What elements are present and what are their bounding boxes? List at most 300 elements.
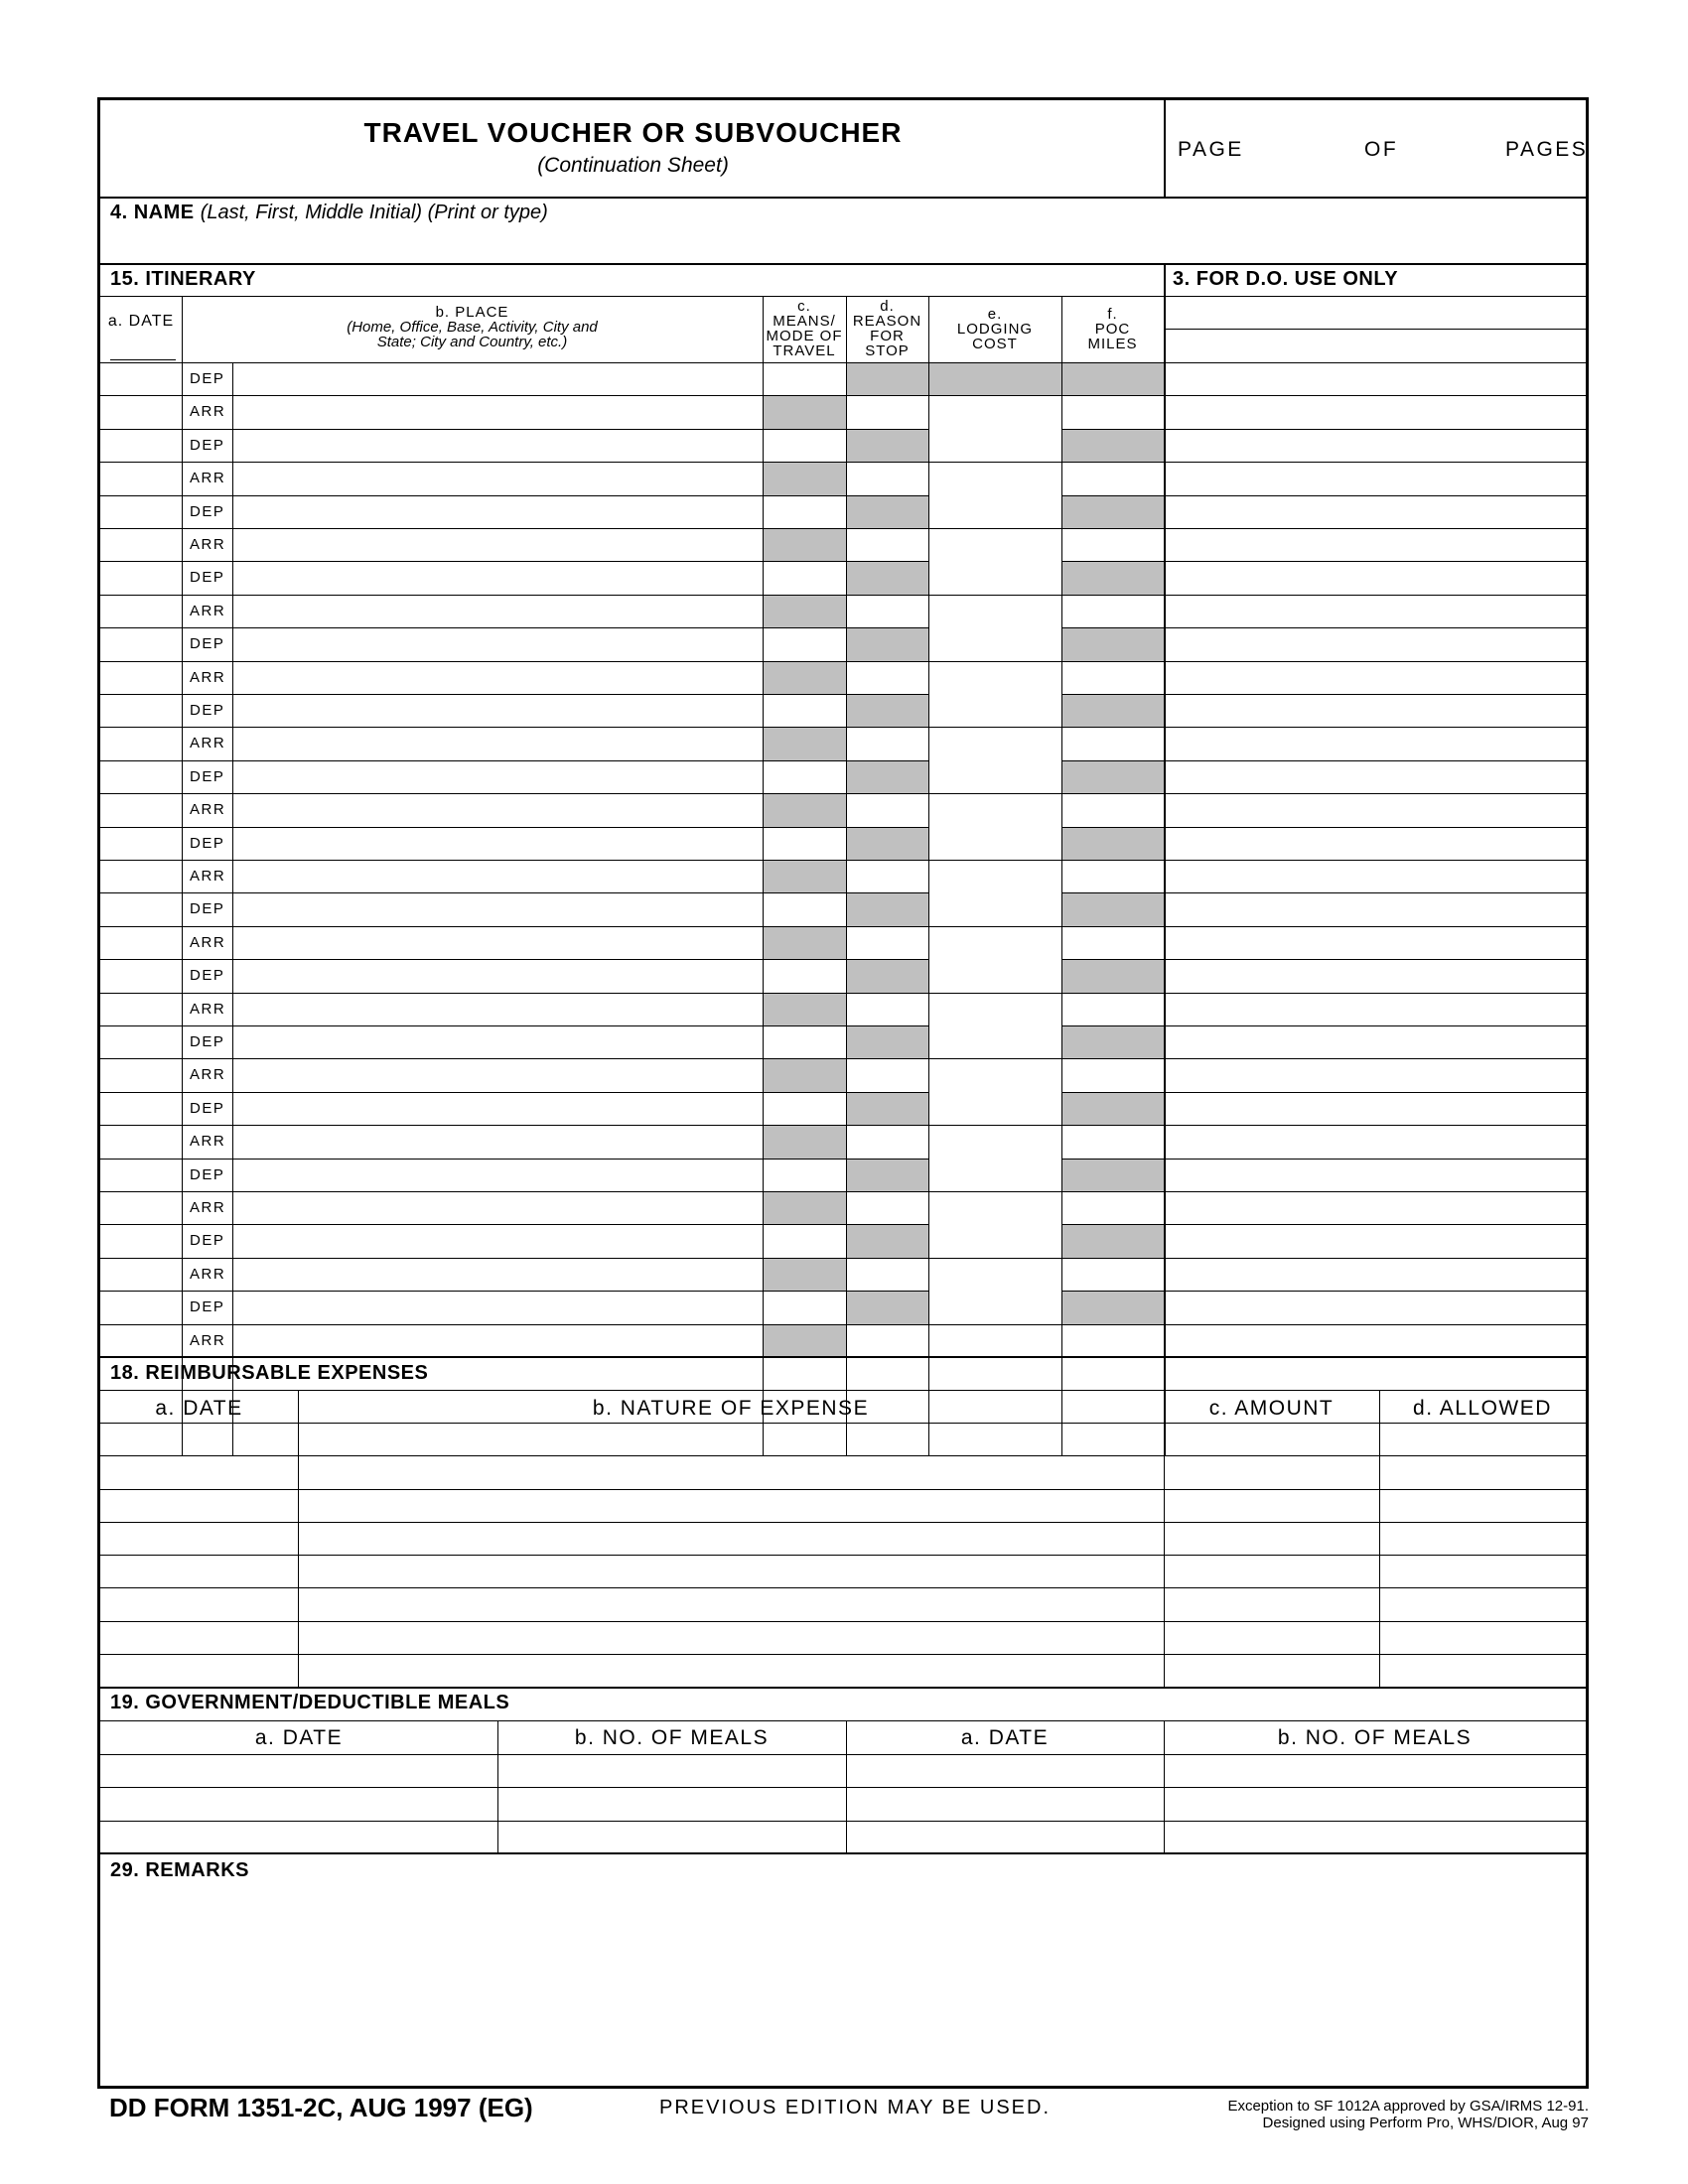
shaded-cell [764,1125,846,1158]
itinerary-date-field[interactable] [102,1092,180,1125]
itinerary-date-field[interactable] [102,362,180,395]
arr-label: ARR [190,1331,226,1349]
shaded-cell [1062,694,1164,727]
remarks-label: 29. REMARKS [110,1859,249,1881]
meal-count-field[interactable] [499,1787,844,1820]
col-reason-line: d. [880,298,895,315]
arr-label: ARR [190,1199,226,1216]
itinerary-date-field[interactable] [102,1224,180,1257]
itinerary-date-field[interactable] [102,926,180,959]
row-line [100,959,1586,960]
col-place-hint-1: (Home, Office, Base, Activity, City and [347,319,598,336]
expense-date-field[interactable] [102,1489,297,1522]
itinerary-date-field[interactable] [102,1058,180,1091]
row-line [100,892,1586,893]
arr-label: ARR [190,536,226,553]
col-reason-line: STOP [865,342,910,359]
shaded-cell [1062,627,1164,660]
divider-line [100,296,1586,297]
shaded-cell [764,727,846,759]
col-divider [1379,1390,1380,1688]
arr-label: ARR [190,668,226,686]
do-use-field[interactable] [1166,561,1586,594]
col-means-line: MODE OF [766,328,843,344]
itinerary-place-field[interactable] [234,827,761,860]
expense-date-field[interactable] [102,1455,297,1488]
shaded-cell [764,860,846,892]
itinerary-place-field[interactable] [234,1058,761,1091]
expense-allowed-field[interactable] [1381,1423,1584,1455]
expense-allowed-field[interactable] [1381,1587,1584,1620]
expense-allowed-field[interactable] [1381,1555,1584,1587]
itinerary-date-field[interactable] [102,1191,180,1224]
itinerary-place-field[interactable] [234,528,761,561]
shaded-cell [764,661,846,694]
arr-label: ARR [190,868,226,885]
shaded-cell [847,561,928,594]
col-divider [846,296,847,1455]
itinerary-date-field[interactable] [102,1258,180,1291]
expense-amount-field[interactable] [1166,1489,1377,1522]
expense-nature-field[interactable] [300,1423,1162,1455]
col-poc-line: f. [1107,306,1118,323]
expense-allowed-field[interactable] [1381,1522,1584,1555]
itinerary-date-field[interactable] [102,661,180,694]
do-use-field[interactable] [1166,993,1586,1025]
col-place-hint-2: State; City and Country, etc.) [376,334,568,350]
name-label: 4. NAME [110,202,195,223]
lodging-merge [929,1223,1061,1226]
shaded-cell [847,760,928,793]
col-divider [846,1720,847,1853]
expense-date-field[interactable] [102,1621,297,1654]
dep-label: DEP [190,767,225,785]
shaded-cell [764,1258,846,1291]
do-use-field[interactable] [1166,727,1586,759]
shaded-cell [764,528,846,561]
do-use-field[interactable] [1166,1125,1586,1158]
dep-label: DEP [190,900,225,918]
lodging-merge [929,560,1061,563]
reimbursable-label: 18. REIMBURSABLE EXPENSES [110,1362,429,1384]
row-line [100,694,1586,695]
shaded-cell [929,362,1061,395]
lodging-merge [929,494,1061,497]
form-id: DD FORM 1351-2C, AUG 1997 (EG) [109,2093,533,2122]
itinerary-date-field[interactable] [102,1291,180,1323]
do-use-field[interactable] [1166,1258,1586,1291]
do-use-field[interactable] [1166,429,1586,462]
itinerary-place-field[interactable] [234,892,761,925]
col-divider [182,296,183,1455]
expense-amount-field[interactable] [1166,1455,1377,1488]
col-place-header [182,305,763,349]
do-use-field[interactable] [1166,362,1586,395]
itinerary-date-field[interactable] [102,1025,180,1058]
shaded-cell [847,1291,928,1323]
shaded-cell [1062,495,1164,528]
expense-amount-field[interactable] [1166,1522,1377,1555]
itinerary-label: 15. ITINERARY [110,268,256,290]
shaded-cell [1062,1291,1164,1323]
row-line [100,1258,1586,1259]
itinerary-place-field[interactable] [234,362,761,395]
itinerary-place-field[interactable] [234,1258,761,1291]
row-line [100,1291,1586,1292]
row-line [100,926,1586,927]
do-use-field[interactable] [1166,1291,1586,1323]
do-use-field[interactable] [1166,860,1586,892]
row-line [100,1025,1586,1026]
itinerary-date-field[interactable] [102,495,180,528]
divider-line [100,1720,1586,1721]
name-field[interactable] [110,227,1580,261]
itinerary-date-field[interactable] [102,760,180,793]
lodging-merge [929,1290,1061,1293]
form-title: TRAVEL VOUCHER OR SUBVOUCHER [363,117,903,148]
shaded-cell [847,495,928,528]
meals-label: 19. GOVERNMENT/DEDUCTIBLE MEALS [110,1692,510,1713]
expense-allowed-field[interactable] [1381,1654,1584,1687]
page-label: PAGE [1178,138,1244,161]
itinerary-place-field[interactable] [234,1159,761,1191]
shaded-cell [764,395,846,428]
do-use-only-label: 3. FOR D.O. USE ONLY [1173,268,1399,290]
meal-count-field[interactable] [1166,1821,1584,1853]
dep-label: DEP [190,569,225,587]
shaded-cell [847,1159,928,1191]
itinerary-place-field[interactable] [234,793,761,826]
dep-label: DEP [190,436,225,454]
itinerary-date-field[interactable] [102,595,180,627]
dep-label: DEP [190,967,225,985]
col-means-line: TRAVEL [773,342,836,359]
meal-count-field[interactable] [1166,1787,1584,1820]
col-nature-header: b. NATURE OF EXPENSE [592,1397,870,1420]
do-use-field[interactable] [1166,926,1586,959]
row-line [100,1191,1586,1192]
previous-edition-note: PREVIOUS EDITION MAY BE USED. [659,2097,1051,2118]
expense-nature-field[interactable] [300,1555,1162,1587]
expense-allowed-field[interactable] [1381,1489,1584,1522]
col-divider [1061,296,1062,1455]
row-line [100,661,1586,662]
itinerary-date-field[interactable] [102,1159,180,1191]
itinerary-place-field[interactable] [234,993,761,1025]
itinerary-place-field[interactable] [234,1191,761,1224]
dep-label: DEP [190,1099,225,1117]
row-line [100,495,1586,496]
meal-count-field[interactable] [499,1754,844,1787]
row-line [100,595,1586,596]
arr-label: ARR [190,602,226,619]
col-divider [1164,1720,1165,1853]
itinerary-place-field[interactable] [234,694,761,727]
do-use-field[interactable] [1166,1159,1586,1191]
shaded-cell [1062,760,1164,793]
col-meal-date-1-header: a. DATE [254,1726,344,1749]
row-line [100,462,1586,463]
shaded-cell [847,429,928,462]
divider-line [100,263,1586,265]
expense-nature-field[interactable] [300,1489,1162,1522]
shaded-cell [847,1025,928,1058]
do-use-subheader-line [1164,329,1586,330]
shaded-cell [764,1324,846,1357]
exception-line: Designed using Perform Pro, WHS/DIOR, Aug 97 [1262,2115,1589,2131]
do-use-field[interactable] [1166,495,1586,528]
shaded-cell [764,793,846,826]
shaded-cell [1062,1092,1164,1125]
itinerary-date-field[interactable] [102,860,180,892]
do-use-field[interactable] [1166,1324,1586,1357]
itinerary-place-field[interactable] [234,1324,761,1357]
travel-voucher-form [97,97,1589,2089]
itinerary-place-field[interactable] [234,959,761,992]
col-means-header [763,299,846,358]
col-divider [1164,263,1166,1455]
row-line [100,860,1586,861]
dep-label: DEP [190,635,225,653]
lodging-merge [929,1158,1061,1160]
lodging-merge [929,826,1061,829]
lodging-merge [929,759,1061,762]
dep-label: DEP [190,834,225,852]
itinerary-date-field[interactable] [102,561,180,594]
expense-nature-field[interactable] [300,1522,1162,1555]
remarks-field[interactable] [110,1887,1580,2081]
col-place-title: b. PLACE [435,304,509,321]
do-use-field[interactable] [1166,1025,1586,1058]
divider-line [100,1852,1586,1854]
col-meal-count-1-header: b. NO. OF MEALS [574,1726,770,1749]
col-reason-header [846,299,928,358]
row-line [100,1092,1586,1093]
divider-line [100,1390,1586,1391]
itinerary-date-field[interactable] [102,959,180,992]
dep-label: DEP [190,1165,225,1183]
arr-label: ARR [190,933,226,951]
dep-label: DEP [190,502,225,520]
lodging-merge [929,891,1061,894]
meal-date-field[interactable] [848,1754,1162,1787]
expense-nature-field[interactable] [300,1621,1162,1654]
col-divider [763,296,764,1455]
do-use-field[interactable] [1166,661,1586,694]
itinerary-place-field[interactable] [234,760,761,793]
shaded-cell [847,694,928,727]
itinerary-place-field[interactable] [234,661,761,694]
itinerary-place-field[interactable] [234,926,761,959]
shaded-cell [847,892,928,925]
shaded-cell [1062,1025,1164,1058]
do-use-field[interactable] [1166,627,1586,660]
itinerary-place-field[interactable] [234,860,761,892]
meal-date-field[interactable] [848,1821,1162,1853]
col-divider [298,1390,299,1688]
expense-date-field[interactable] [102,1522,297,1555]
meal-date-field[interactable] [102,1754,495,1787]
row-line [100,1125,1586,1126]
itinerary-place-field[interactable] [234,1092,761,1125]
lodging-merge [929,626,1061,629]
itinerary-date-field[interactable] [102,793,180,826]
header-divider [1164,100,1166,197]
col-lodging-line: LODGING [956,321,1034,338]
itinerary-date-field[interactable] [102,627,180,660]
shaded-cell [847,959,928,992]
row-line [100,362,1586,363]
expense-amount-field[interactable] [1166,1587,1377,1620]
itinerary-place-field[interactable] [234,1224,761,1257]
arr-label: ARR [190,735,226,752]
lodging-merge [929,1024,1061,1027]
dep-label: DEP [190,1298,225,1316]
expense-allowed-field[interactable] [1381,1455,1584,1488]
expense-nature-field[interactable] [300,1654,1162,1687]
itinerary-place-field[interactable] [234,561,761,594]
do-use-field[interactable] [1166,760,1586,793]
row-line [100,793,1586,794]
lodging-merge [929,958,1061,961]
meal-date-field[interactable] [848,1787,1162,1820]
do-use-field[interactable] [1166,1058,1586,1091]
expense-date-field[interactable] [102,1423,297,1455]
expense-date-field[interactable] [102,1555,297,1587]
itinerary-date-field[interactable] [102,395,180,428]
meal-date-field[interactable] [102,1821,495,1853]
row-line [100,528,1586,529]
divider-line [100,1687,1586,1689]
page-number-field[interactable] [1202,130,1351,170]
row-line [100,395,1586,396]
shaded-cell [764,993,846,1025]
shaded-cell [764,595,846,627]
shaded-cell [1062,827,1164,860]
row-line [100,627,1586,628]
row-line [100,1159,1586,1160]
do-use-field[interactable] [1166,462,1586,494]
arr-label: ARR [190,1066,226,1084]
date-underline [110,359,176,360]
itinerary-place-field[interactable] [234,627,761,660]
shaded-cell [847,1224,928,1257]
do-use-field[interactable] [1166,793,1586,826]
expense-date-field[interactable] [102,1587,297,1620]
itinerary-date-field[interactable] [102,528,180,561]
itinerary-place-field[interactable] [234,595,761,627]
col-poc-line: MILES [1087,336,1138,352]
shaded-cell [847,827,928,860]
row-line [100,1324,1586,1325]
do-use-field[interactable] [1166,892,1586,925]
col-meal-count-2-header: b. NO. OF MEALS [1277,1726,1473,1749]
meal-count-field[interactable] [499,1821,844,1853]
col-lodging-line: e. [987,306,1003,323]
col-amount-header: c. AMOUNT [1208,1397,1335,1420]
col-date-header: a. DATE [107,313,175,330]
expense-allowed-field[interactable] [1381,1621,1584,1654]
col-divider [1164,1390,1165,1688]
itinerary-place-field[interactable] [234,727,761,759]
do-use-field[interactable] [1166,528,1586,561]
do-use-field[interactable] [1166,1092,1586,1125]
do-use-field[interactable] [1166,595,1586,627]
do-use-field[interactable] [1166,1191,1586,1224]
row-line [100,760,1586,761]
do-use-field[interactable] [1166,694,1586,727]
col-exp-date-header: a. DATE [155,1397,243,1420]
shaded-cell [1062,892,1164,925]
shaded-cell [847,362,928,395]
itinerary-date-field[interactable] [102,429,180,462]
meal-count-field[interactable] [1166,1754,1584,1787]
name-section-label [110,202,548,224]
itinerary-place-field[interactable] [234,1291,761,1323]
expense-nature-field[interactable] [300,1587,1162,1620]
itinerary-place-field[interactable] [234,395,761,428]
do-use-field[interactable] [1166,1224,1586,1257]
shaded-cell [764,1191,846,1224]
total-pages-field[interactable] [1401,130,1500,170]
col-divider [928,296,929,1455]
lodging-merge [929,428,1061,431]
expense-amount-field[interactable] [1166,1423,1377,1455]
itinerary-place-field[interactable] [234,429,761,462]
itinerary-place-field[interactable] [234,1025,761,1058]
form-subtitle: (Continuation Sheet) [537,154,729,177]
row-line [100,827,1586,828]
itinerary-date-field[interactable] [102,727,180,759]
itinerary-date-field[interactable] [102,827,180,860]
do-use-field[interactable] [1166,959,1586,992]
expense-date-field[interactable] [102,1654,297,1687]
row-line [100,561,1586,562]
itinerary-date-field[interactable] [102,1125,180,1158]
dep-label: DEP [190,702,225,719]
expense-amount-field[interactable] [1166,1555,1377,1587]
row-line [100,1224,1586,1225]
do-use-field[interactable] [1166,827,1586,860]
row-line [100,1058,1586,1059]
shaded-cell [1062,959,1164,992]
row-line [100,429,1586,430]
itinerary-date-field[interactable] [102,462,180,494]
shaded-cell [1062,362,1164,395]
col-divider [497,1720,498,1853]
divider-line [100,1356,1586,1358]
itinerary-date-field[interactable] [102,1324,180,1357]
itinerary-place-field[interactable] [234,495,761,528]
do-use-field[interactable] [1166,395,1586,428]
col-means-line: c. [797,298,811,315]
shaded-cell [847,1092,928,1125]
shaded-cell [764,1058,846,1091]
col-allowed-header: d. ALLOWED [1413,1397,1552,1420]
dep-label: DEP [190,1033,225,1050]
itinerary-date-field[interactable] [102,993,180,1025]
exception-line: Exception to SF 1012A approved by GSA/IRMS 12-91. [1227,2098,1589,2115]
expense-nature-field[interactable] [300,1455,1162,1488]
itinerary-place-field[interactable] [234,1125,761,1158]
meal-date-field[interactable] [102,1787,495,1820]
itinerary-date-field[interactable] [102,892,180,925]
itinerary-place-field[interactable] [234,462,761,494]
expense-amount-field[interactable] [1166,1654,1377,1687]
shaded-cell [1062,1224,1164,1257]
expense-amount-field[interactable] [1166,1621,1377,1654]
itinerary-date-field[interactable] [102,694,180,727]
